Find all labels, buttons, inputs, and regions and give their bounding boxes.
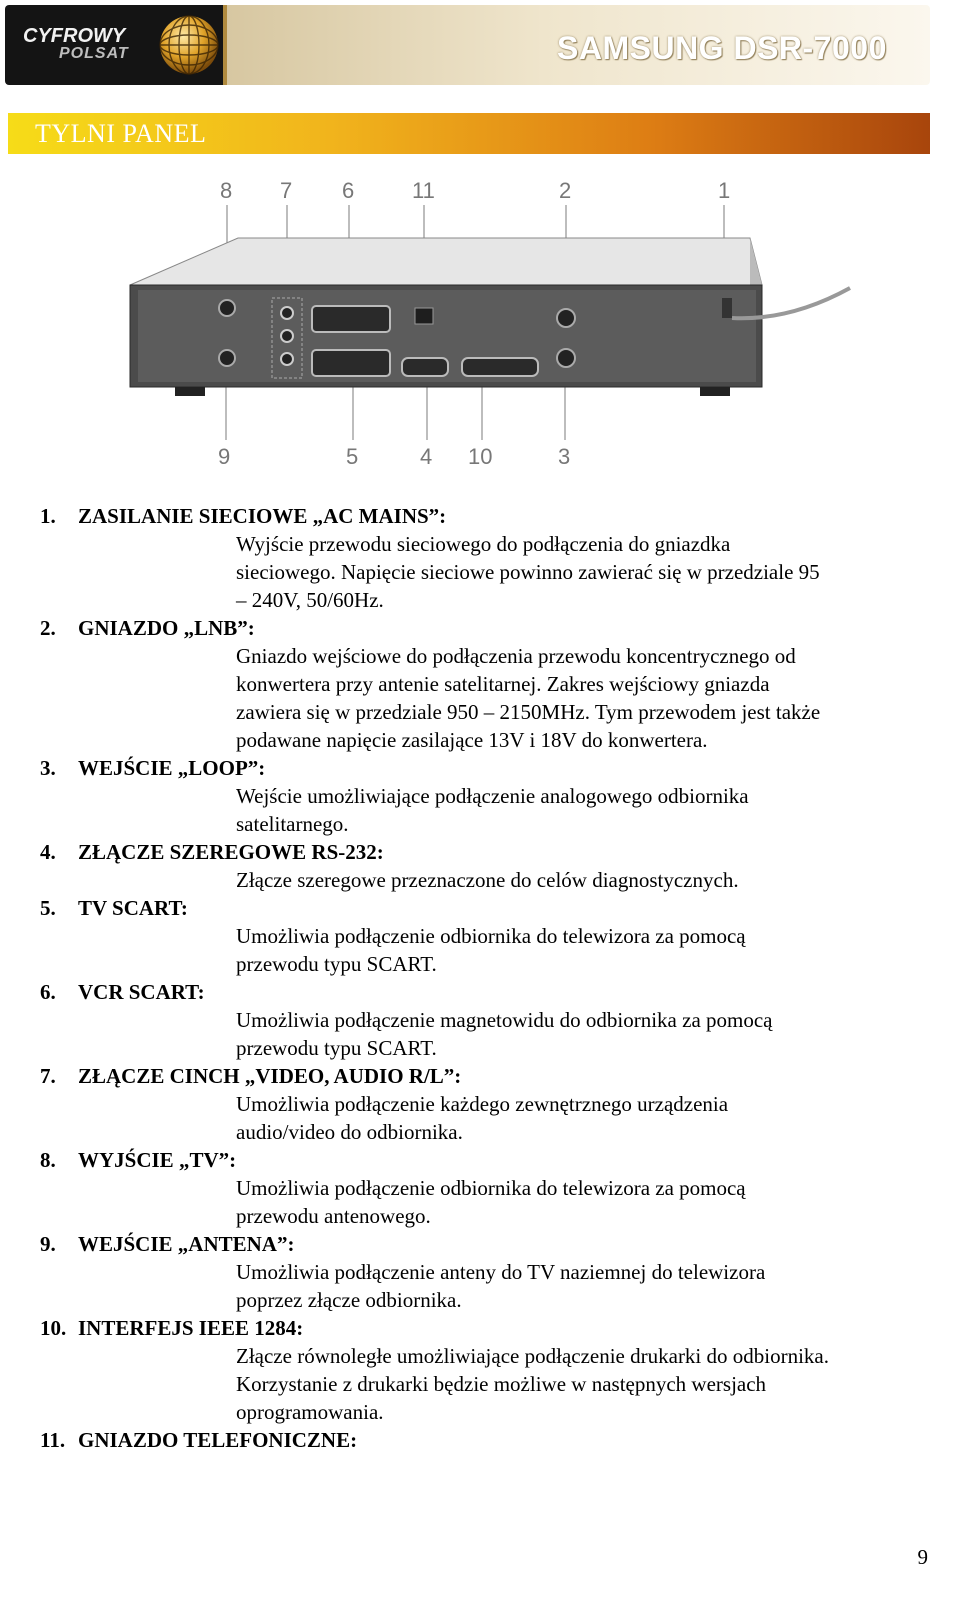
item-title: GNIAZDO „LNB”: [78,616,255,640]
item-description-line: Umożliwia podłączenie odbiornika do telewizora za pomocą [236,1176,746,1200]
rear-panel-diagram [110,170,870,475]
page-header [5,5,930,85]
item-description-line: zawiera się w przedziale 950 – 2150MHz. Tym przewodem jest także [236,700,821,724]
item-title: ZŁĄCZE CINCH „VIDEO, AUDIO R/L”: [78,1064,462,1088]
item-title: VCR SCART: [78,980,205,1004]
item-heading [40,1426,940,1454]
item-description-line: Umożliwia podłączenie anteny do TV naziemnej do telewizora [236,1260,766,1284]
section-title: TYLNI PANEL [35,119,207,148]
title-band [227,5,930,85]
item-description-line: Umożliwia podłączenie odbiornika do telewizora za pomocą [236,924,746,948]
item-heading [40,614,940,642]
item-title: WEJŚCIE „ANTENA”: [78,1232,295,1256]
callout-10: 10 [468,444,493,469]
item-description-line: audio/video do odbiornika. [236,1120,463,1144]
callout-2: 2 [559,178,572,203]
item-number: 10. [40,1316,67,1340]
item-heading [40,1314,940,1342]
item-heading [40,502,940,530]
item-number: 8. [40,1148,56,1172]
item-description-line: oprogramowania. [236,1400,384,1424]
item-number: 3. [40,756,56,780]
callout-6: 6 [342,178,355,203]
model-title: SAMSUNG DSR-7000 [557,30,887,66]
callout-1: 1 [718,178,731,203]
item-title: ZASILANIE SIECIOWE „AC MAINS”: [78,504,447,528]
connector-list [40,502,940,1454]
item-description-line: Złącze szeregowe przeznaczone do celów diagnostycznych. [236,868,739,892]
item-number: 6. [40,980,56,1004]
item-number: 5. [40,896,56,920]
item-description-line: Złącze równoległe umożliwiające podłączenie drukarki do odbiornika. [236,1344,830,1368]
item-description-line: Umożliwia podłączenie magnetowidu do odbiornika za pomocą [236,1008,773,1032]
item-description-line: Umożliwia podłączenie każdego zewnętrznego urządzenia [236,1092,729,1116]
item-title: WEJŚCIE „LOOP”: [78,756,266,780]
globe-icon [158,14,220,76]
page-number: 9 [917,1545,928,1569]
item-description-line: przewodu typu SCART. [236,952,437,976]
item-number: 4. [40,840,56,864]
item-number: 2. [40,616,56,640]
item-heading [40,1062,940,1090]
item-number: 1. [40,504,56,528]
item-description-line: przewodu typu SCART. [236,1036,437,1060]
item-description-line: Wejście umożliwiające podłączenie analogowego odbiornika [236,784,749,808]
item-description-line: satelitarnego. [236,812,349,836]
callout-7: 7 [280,178,293,203]
item-description-line: poprzez złącze odbiornika. [236,1288,462,1312]
logo-line2: POLSAT [59,45,129,62]
item-description-line: – 240V, 50/60Hz. [236,588,384,612]
item-description-line: przewodu antenowego. [236,1204,431,1228]
callout-4: 4 [420,444,433,469]
item-title: TV SCART: [78,896,188,920]
item-title: INTERFEJS IEEE 1284: [78,1316,304,1340]
callout-5: 5 [346,444,359,469]
item-heading [40,838,940,866]
item-heading [40,894,940,922]
item-description-line: podawane napięcie zasilające 13V i 18V do konwertera. [236,728,708,752]
item-description-line: sieciowego. Napięcie sieciowe powinno zawierać się w przedziale 95 [236,560,820,584]
item-heading [40,754,940,782]
item-heading [40,978,940,1006]
item-number: 11. [40,1428,66,1452]
item-title: GNIAZDO TELEFONICZNE: [78,1428,358,1452]
item-description-line: konwertera przy antenie satelitarnej. Zakres wejściowy gniazda [236,672,770,696]
callout-3: 3 [558,444,571,469]
item-number: 9. [40,1232,56,1256]
item-description-line: Wyjście przewodu sieciowego do podłączenia do gniazdka [236,532,731,556]
item-heading [40,1146,940,1174]
item-title: WYJŚCIE „TV”: [78,1148,237,1172]
item-description-line: Gniazdo wejściowe do podłączenia przewodu koncentrycznego od [236,644,796,668]
cyfrowy-polsat-logo [5,5,227,85]
item-description-line: Korzystanie z drukarki będzie możliwe w następnych wersjach [236,1372,767,1396]
callout-8: 8 [220,178,233,203]
section-bar [8,113,930,154]
logo-line1: CYFROWY [23,25,126,47]
callout-11: 11 [412,178,435,203]
item-title: ZŁĄCZE SZEREGOWE RS-232: [78,840,384,864]
callout-9: 9 [218,444,231,469]
item-number: 7. [40,1064,56,1088]
item-heading [40,1230,940,1258]
